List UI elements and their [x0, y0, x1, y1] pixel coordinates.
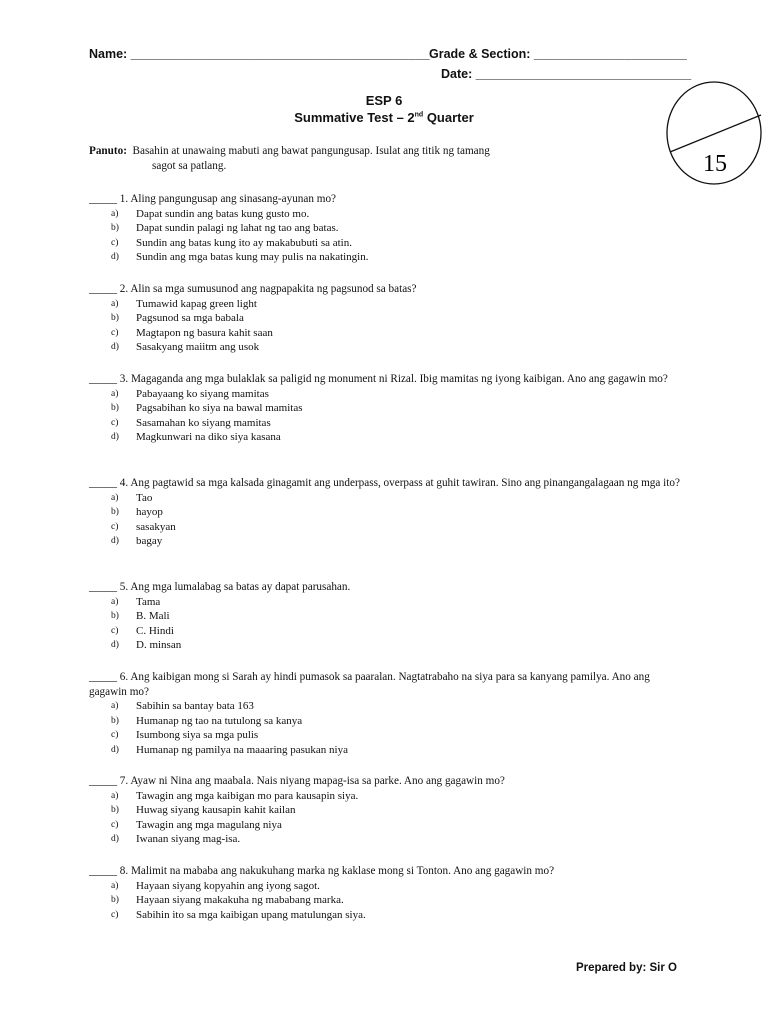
- option-text: Tawagin ang mga kaibigan mo para kausapin siya.: [136, 789, 359, 802]
- prepared-by: Prepared by: Sir O: [576, 962, 677, 974]
- question-6: [89, 670, 689, 758]
- option-b: [89, 714, 689, 729]
- option-text: Sabihin ito sa mga kaibigan upang matulungan siya.: [136, 908, 366, 921]
- question-3: [89, 372, 689, 445]
- test-title: [0, 110, 768, 125]
- option-d: [89, 832, 689, 847]
- option-text: Sundin ang mga batas kung may pulis na nakatingin.: [136, 251, 369, 264]
- option-a: [89, 297, 689, 312]
- option-text: Sundin ang batas kung ito ay makabubuti sa atin.: [136, 236, 352, 249]
- option-letter: b): [111, 715, 119, 726]
- option-letter: c): [111, 730, 119, 741]
- option-b: [89, 893, 689, 908]
- option-letter: d): [111, 640, 119, 651]
- option-letter: d): [111, 342, 119, 353]
- option-text: Sabihin sa bantay bata 163: [136, 700, 254, 713]
- option-text: Dapat sundin palagi ng lahat ng tao ang batas.: [136, 222, 339, 235]
- grade-section-field-label: Grade & Section: ______________________: [429, 47, 687, 61]
- option-letter: a): [111, 596, 119, 607]
- instructions: [89, 144, 559, 174]
- option-d: [89, 430, 689, 445]
- option-d: [89, 340, 689, 355]
- option-b: [89, 311, 689, 326]
- option-a: [89, 789, 689, 804]
- option-letter: c): [111, 521, 119, 532]
- instructions-label: Panuto:: [89, 145, 127, 157]
- option-text: Tama: [136, 595, 161, 608]
- option-letter: d): [111, 432, 119, 443]
- option-d: [89, 638, 689, 653]
- option-letter: d): [111, 744, 119, 755]
- question-stem: _____ 4. Ang pagtawid sa mga kalsada ginagamit ang underpass, overpass at guhit tawiran. Sino ang pinangangalagaan ng mga ito?: [89, 477, 680, 489]
- question-stem: _____ 8. Malimit na mababa ang nakukuhang marka ng kaklase mong si Tonton. Ano ang gagawin mo?: [89, 865, 555, 877]
- question-stem: _____ 7. Ayaw ni Nina ang maabala. Nais niyang mapag-isa sa parke. Ano ang gagawin mo?: [89, 775, 505, 787]
- option-text: Humanap ng tao na tutulong sa kanya: [136, 714, 303, 727]
- question-stem: _____ 1. Aling pangungusap ang sinasang-ayunan mo?: [89, 193, 337, 205]
- option-letter: c): [111, 909, 119, 920]
- option-letter: c): [111, 237, 119, 248]
- option-text: Isumbong siya sa mga pulis: [136, 729, 259, 742]
- option-letter: b): [111, 611, 119, 622]
- option-a: [89, 491, 689, 506]
- option-text: B. Mali: [136, 610, 170, 623]
- option-letter: a): [111, 492, 119, 503]
- instructions-line2: sagot sa patlang.: [152, 160, 227, 172]
- option-letter: b): [111, 507, 119, 518]
- option-d: [89, 743, 689, 758]
- option-letter: a): [111, 388, 119, 399]
- option-b: [89, 401, 689, 416]
- option-a: [89, 387, 689, 402]
- option-text: C. Hindi: [136, 624, 174, 637]
- option-a: [89, 699, 689, 714]
- option-letter: c): [111, 625, 119, 636]
- test-title-main: Summative Test – 2: [294, 110, 415, 125]
- option-a: [89, 879, 689, 894]
- option-text: Iwanan siyang mag-isa.: [136, 833, 241, 846]
- option-text: hayop: [136, 506, 163, 519]
- option-c: [89, 520, 689, 535]
- score-divider-line: [670, 115, 761, 152]
- option-text: Pagsunod sa mga babala: [136, 312, 244, 325]
- option-text: Tumawid kapag green light: [136, 297, 257, 310]
- option-a: [89, 207, 689, 222]
- option-text: Magkunwari na diko siya kasana: [136, 431, 281, 444]
- option-text: Huwag siyang kausapin kahit kailan: [136, 804, 296, 817]
- option-letter: b): [111, 805, 119, 816]
- option-text: Tawagin ang mga magulang niya: [136, 818, 282, 831]
- option-text: bagay: [136, 535, 163, 548]
- option-text: Humanap ng pamilya na maaaring pasukan niya: [136, 743, 348, 756]
- option-letter: a): [111, 701, 119, 712]
- question-stem: _____ 2. Alin sa mga sumusunod ang nagpapakita ng pagsunod sa batas?: [89, 283, 417, 295]
- option-text: Sasamahan ko siyang mamitas: [136, 416, 271, 429]
- option-text: Hayaan siyang makakuha ng mababang marka.: [136, 894, 344, 907]
- option-letter: d): [111, 834, 119, 845]
- question-stem: _____ 3. Magaganda ang mga bulaklak sa paligid ng monument ni Rizal. Ibig mamitas ng iyong kaibigan. Ano ang gagawin mo?: [89, 373, 668, 385]
- subject-title: ESP 6: [365, 93, 403, 108]
- option-a: [89, 595, 689, 610]
- option-letter: b): [111, 403, 119, 414]
- option-c: [89, 416, 689, 431]
- option-text: Magtapon ng basura kahit saan: [136, 326, 273, 339]
- option-c: [89, 624, 689, 639]
- score-circle: [664, 80, 764, 186]
- test-title-quarter: Quarter: [423, 110, 474, 125]
- option-c: [89, 326, 689, 341]
- test-title-ordinal: nd: [414, 111, 424, 119]
- option-letter: a): [111, 208, 119, 219]
- option-text: Hayaan siyang kopyahin ang iyong sagot.: [136, 879, 320, 892]
- option-text: Pagsabihan ko siya na bawal mamitas: [136, 402, 303, 415]
- option-letter: d): [111, 536, 119, 547]
- option-d: [89, 534, 689, 549]
- option-b: [89, 609, 689, 624]
- instructions-line1: Basahin at unawaing mabuti ang bawat pangungusap. Isulat ang titik ng tamang: [132, 145, 490, 157]
- name-field-label: Name: ___________________________________________: [89, 47, 430, 61]
- option-letter: d): [111, 252, 119, 263]
- question-1: [89, 192, 689, 265]
- option-d: [89, 250, 689, 265]
- option-b: [89, 505, 689, 520]
- option-c: [89, 728, 689, 743]
- question-8: [89, 864, 689, 922]
- option-text: Dapat sundin ang batas kung gusto mo.: [136, 207, 310, 220]
- option-letter: a): [111, 298, 119, 309]
- question-7: [89, 774, 689, 847]
- option-text: Sasakyang maiitm ang usok: [136, 341, 260, 354]
- option-text: sasakyan: [136, 520, 176, 533]
- option-b: [89, 803, 689, 818]
- option-c: [89, 818, 689, 833]
- question-4: [89, 476, 689, 549]
- option-letter: a): [111, 790, 119, 801]
- date-field-label: Date: _______________________________: [441, 67, 692, 81]
- option-text: Pabayaang ko siyang mamitas: [136, 387, 269, 400]
- option-letter: c): [111, 327, 119, 338]
- option-letter: b): [111, 313, 119, 324]
- question-stem: _____ 5. Ang mga lumalabag sa batas ay dapat parusahan.: [89, 581, 351, 593]
- option-letter: b): [111, 895, 119, 906]
- score-value: 15: [703, 151, 727, 177]
- question-stem: _____ 6. Ang kaibigan mong si Sarah ay hindi pumasok sa paaralan. Nagtatrabaho na siya para sa kanyang pamilya. Ano ang gagawin mo?: [89, 671, 650, 698]
- option-letter: c): [111, 417, 119, 428]
- option-letter: c): [111, 819, 119, 830]
- option-text: Tao: [136, 491, 153, 504]
- option-c: [89, 236, 689, 251]
- option-letter: a): [111, 880, 119, 891]
- option-letter: b): [111, 223, 119, 234]
- option-c: [89, 908, 689, 923]
- option-text: D. minsan: [136, 639, 182, 652]
- question-2: [89, 282, 689, 355]
- option-b: [89, 221, 689, 236]
- question-5: [89, 580, 689, 653]
